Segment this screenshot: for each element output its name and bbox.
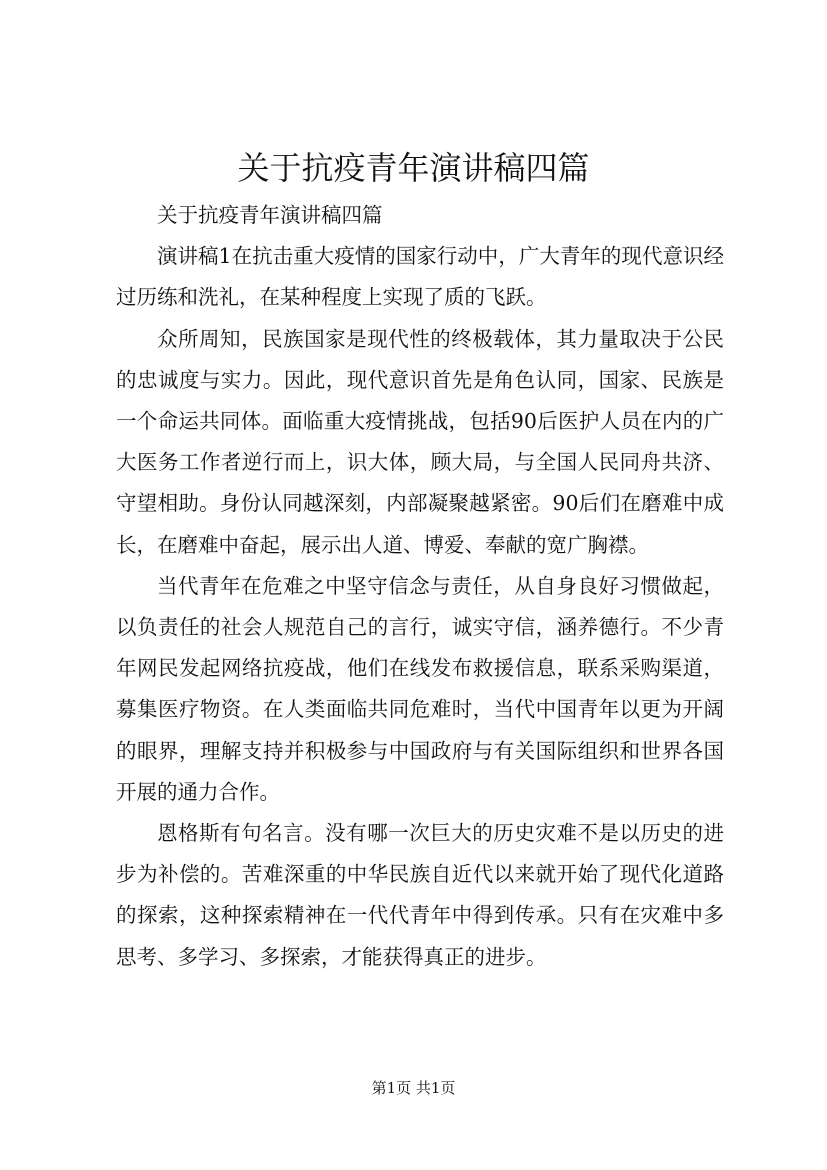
paragraph: 当代青年在危难之中坚守信念与责任，从自身良好习惯做起，以负责任的社会人规范自己的言行，诚实守信，涵养德行。不少青年网民发起网络抗疫战，他们在线发布救援信息，联系采购渠道，募集医疗物资。在人类面临共同危难时，当代中国青年以更为开阔的眼界，理解支持并积极参与中国政府与有关国际组织和世界各国开展的通力合作。 (116, 573, 724, 804)
paragraph: 众所周知，民族国家是现代性的终极载体，其力量取决于公民的忠诚度与实力。因此，现代意识首先是角色认同，国家、民族是一个命运共同体。面临重大疫情挑战，包括90后医护人员在内的广大医务工作者逆行而上，识大体，顾大局，与全国人民同舟共济、守望相助。身份认同越深刻，内部凝聚越紧密。90后们在磨难中成长，在磨难中奋起，展示出人道、博爱、奉献的宽广胸襟。 (116, 326, 724, 557)
page-footer: 第1页 共1页 (371, 1079, 456, 1097)
paragraph: 恩格斯有句名言。没有哪一次巨大的历史灾难不是以历史的进步为补偿的。苦难深重的中华民族自近代以来就开始了现代化道路的探索，这种探索精神在一代代青年中得到传承。只有在灾难中多思考、多学习、多探索，才能获得真正的进步。 (116, 821, 724, 969)
paragraph: 演讲稿1在抗击重大疫情的国家行动中，广大青年的现代意识经过历练和洗礼，在某种程度上实现了质的飞跃。 (116, 244, 724, 310)
document-title: 关于抗疫青年演讲稿四篇 (237, 149, 590, 187)
paragraph-subtitle: 关于抗疫青年演讲稿四篇 (157, 203, 383, 227)
document-body (116, 195, 724, 978)
